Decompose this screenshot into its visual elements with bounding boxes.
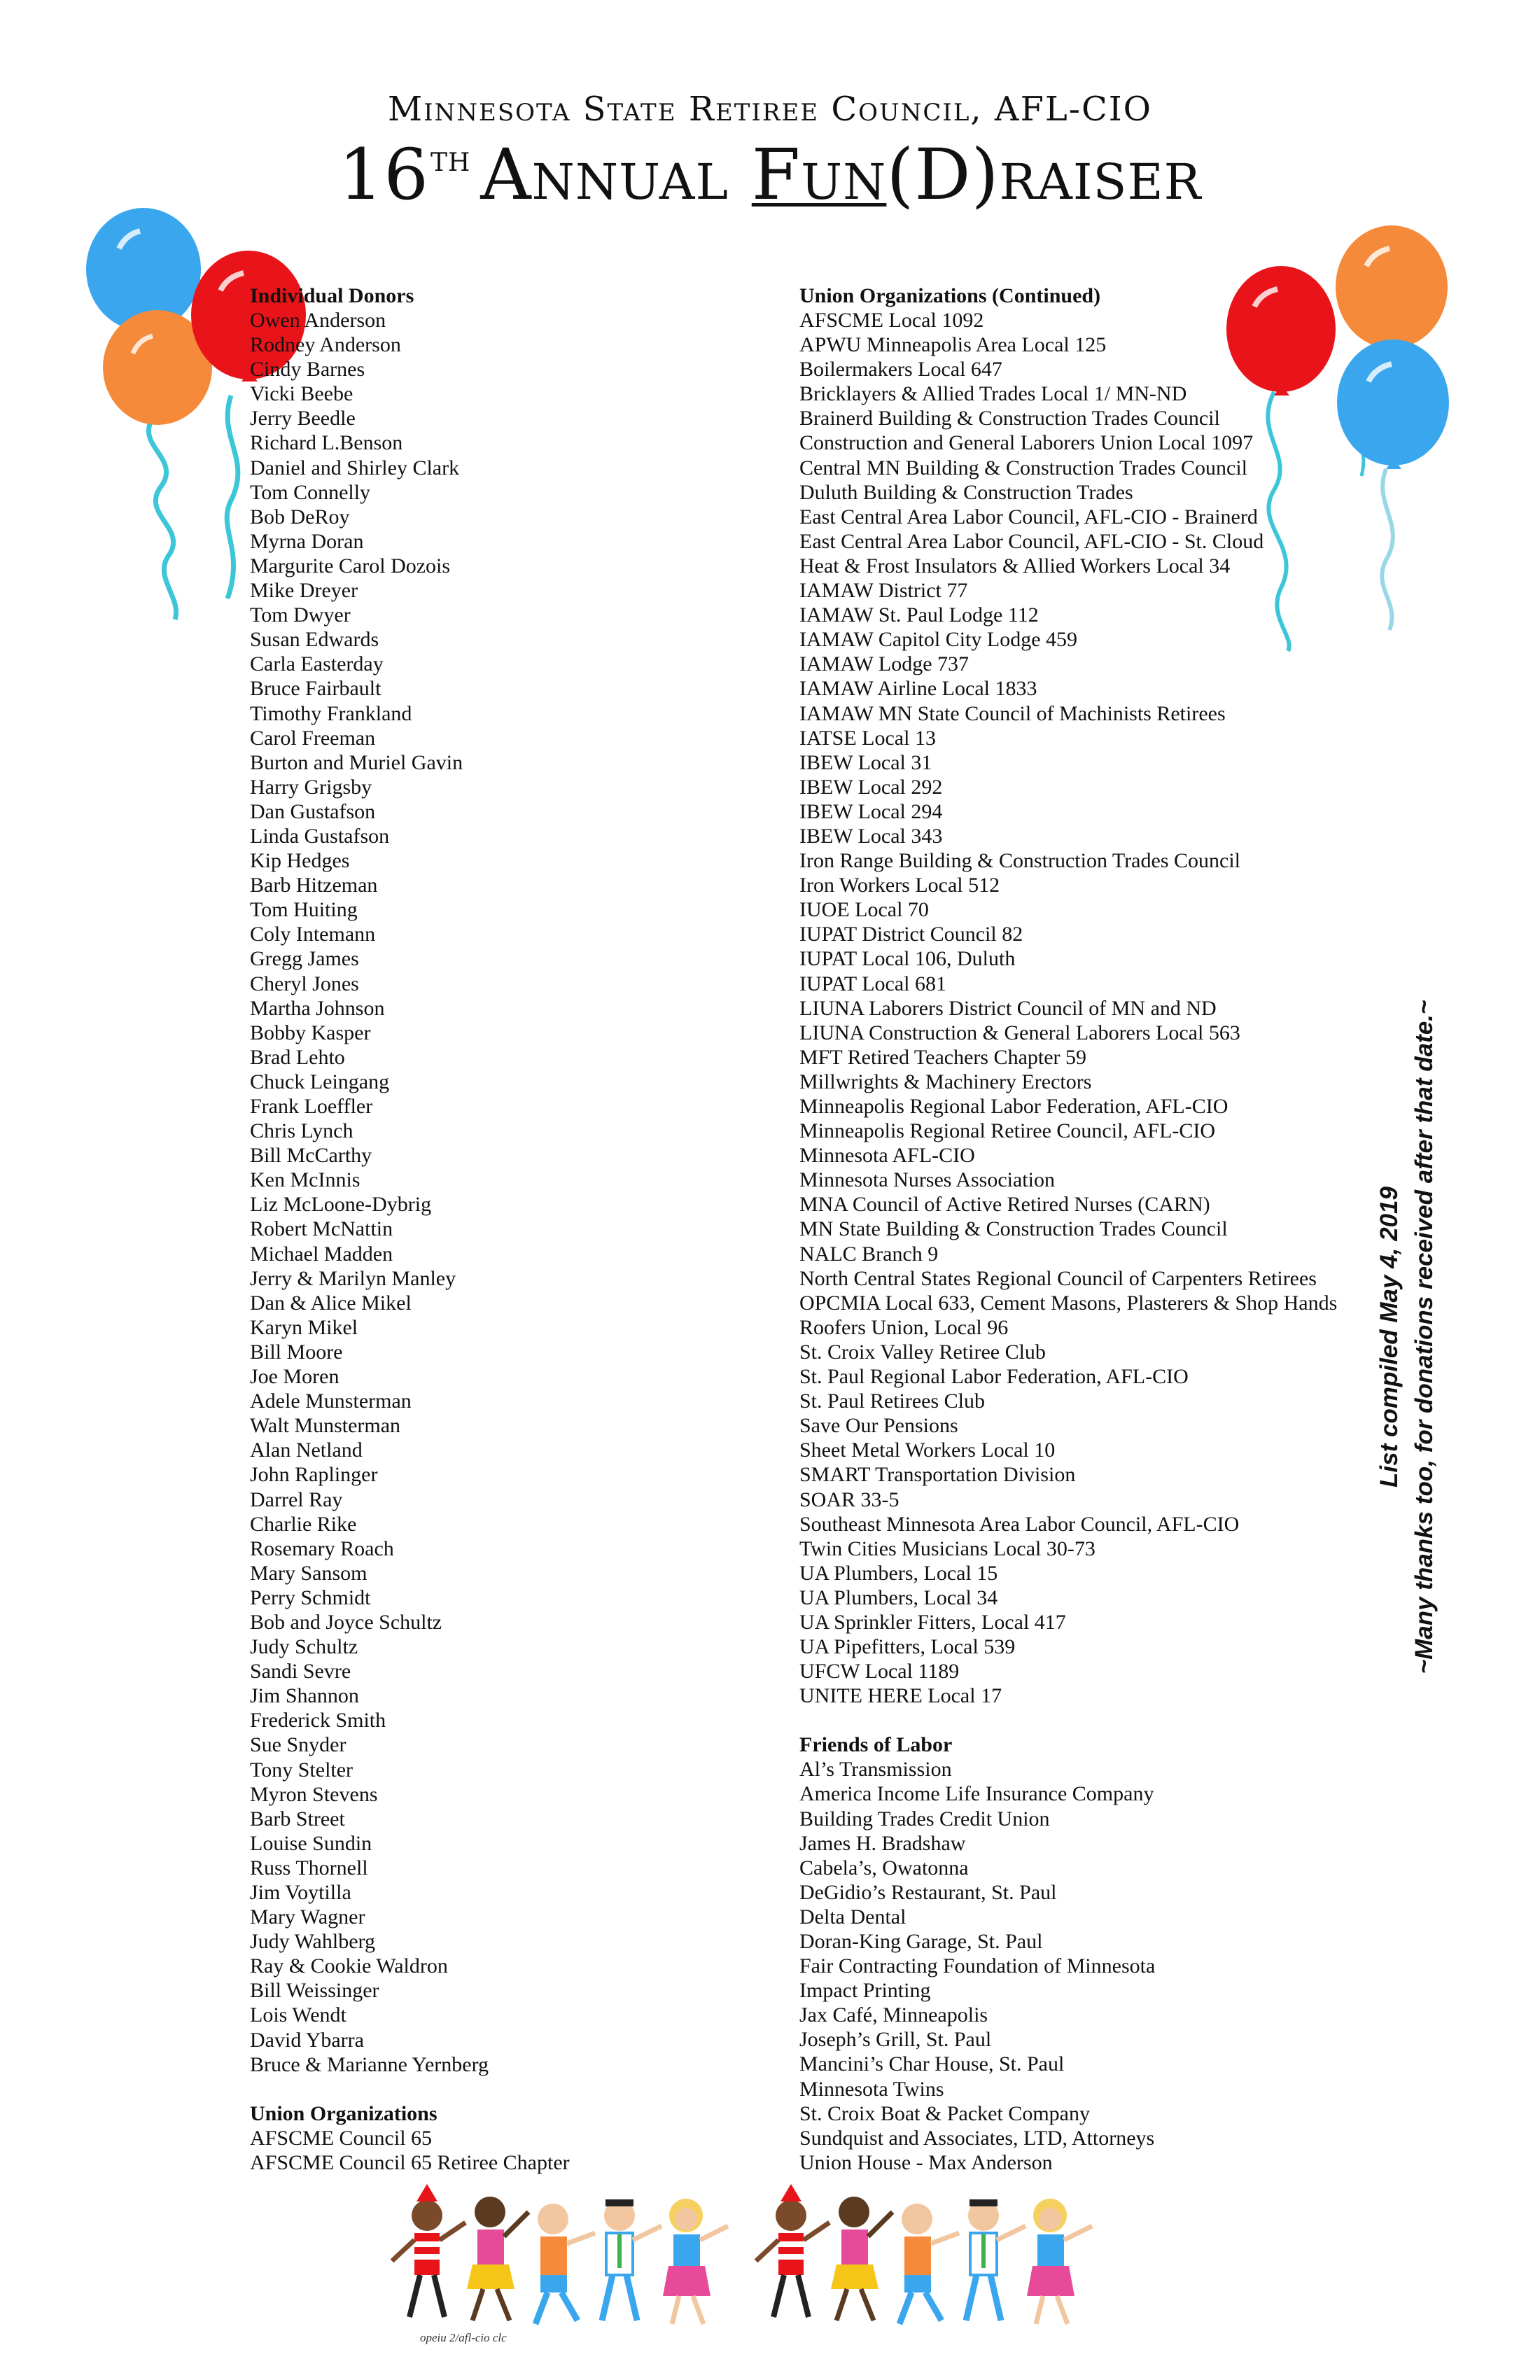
union-organization: Boilermakers Local 647: [799, 358, 1002, 382]
donor-name: Martha Johnson: [250, 996, 385, 1020]
friend-of-labor: Sundquist and Associates, LTD, Attorneys: [799, 2126, 1155, 2150]
donor-name: Alan Netland: [250, 1438, 363, 1462]
donor-name: Karyn Mikel: [250, 1315, 358, 1339]
donor-name: Tom Huiting: [250, 898, 358, 922]
donor-name: Walt Munsterman: [250, 1414, 401, 1438]
union-organization: Minnesota AFL-CIO: [799, 1144, 975, 1168]
union-organization: MNA Council of Active Retired Nurses (CARN): [799, 1193, 1210, 1217]
union-organization: SOAR 33-5: [799, 1488, 899, 1511]
donor-name: Vicki Beebe: [250, 382, 354, 406]
donor-name: Brad Lehto: [250, 1045, 345, 1069]
organization-name: Minnesota State Retiree Council, AFL-CIO: [387, 90, 1153, 129]
union-organization: UA Plumbers, Local 34: [799, 1586, 998, 1609]
friend-of-labor: Minnesota Twins: [799, 2077, 944, 2101]
union-organization: Sheet Metal Workers Local 10: [799, 1438, 1056, 1462]
union-organization: Twin Cities Musicians Local 30-73: [799, 1536, 1096, 1560]
union-organization: Save Our Pensions: [799, 1414, 958, 1438]
union-organization: Southeast Minnesota Area Labor Council, AFL-CIO: [799, 1512, 1240, 1536]
friend-of-labor: Joseph’s Grill, St. Paul: [799, 2028, 992, 2052]
donor-name: Harry Grigsby: [250, 775, 372, 799]
donor-name: John Raplinger: [250, 1463, 378, 1487]
donor-name: Frederick Smith: [250, 1709, 386, 1732]
donor-name: Dan Gustafson: [250, 799, 376, 823]
union-organizations-heading: Union Organizations: [250, 2101, 438, 2125]
individual-donors-heading: Individual Donors: [250, 284, 414, 307]
donor-name: Joe Moren: [250, 1365, 340, 1389]
union-organization: Minnesota Nurses Association: [799, 1168, 1055, 1192]
union-organization: Minneapolis Regional Retiree Council, AFL-CIO: [799, 1119, 1216, 1143]
union-organization: IAMAW Lodge 737: [799, 652, 969, 676]
balloon-string: [148, 416, 176, 620]
union-organization: Iron Range Building & Construction Trades Council: [799, 849, 1240, 873]
union-organization: St. Croix Valley Retiree Club: [799, 1340, 1046, 1364]
union-organization: Brainerd Building & Construction Trades Council: [799, 407, 1220, 430]
union-organization: IAMAW St. Paul Lodge 112: [799, 603, 1039, 627]
union-organization: IUPAT District Council 82: [799, 923, 1023, 946]
union-organization: SMART Transportation Division: [799, 1463, 1076, 1487]
donor-name: Bruce Fairbault: [250, 677, 382, 701]
donor-name: Chris Lynch: [250, 1119, 354, 1143]
event-raiser: (D)raiser: [886, 134, 1202, 216]
union-organization: IAMAW Capitol City Lodge 459: [799, 628, 1078, 652]
donor-name: Cindy Barnes: [250, 358, 365, 382]
orange-balloon-icon: [1336, 225, 1448, 349]
donor-name: Kip Hedges: [250, 849, 350, 873]
donor-name: Sue Snyder: [250, 1733, 346, 1757]
friend-of-labor: America Income Life Insurance Company: [799, 1782, 1154, 1806]
union-organization: MFT Retired Teachers Chapter 59: [799, 1045, 1087, 1069]
union-organization: Central MN Building & Construction Trades Council: [799, 456, 1248, 479]
left-column: [250, 284, 740, 2175]
union-organization: AFSCME Local 1092: [799, 309, 984, 332]
donor-name: Jim Shannon: [250, 1684, 359, 1708]
donor-name: Adele Munsterman: [250, 1390, 412, 1413]
union-organization: Iron Workers Local 512: [799, 874, 1000, 897]
union-organization: East Central Area Labor Council, AFL-CIO - St. Cloud: [799, 529, 1264, 553]
friend-of-labor: Delta Dental: [799, 1905, 906, 1928]
donor-name: Myrna Doran: [250, 529, 364, 553]
donor-name: Coly Intemann: [250, 923, 376, 946]
donor-name: Frank Loeffler: [250, 1095, 373, 1118]
union-organization: UFCW Local 1189: [799, 1660, 960, 1684]
union-organizations-list: [250, 2126, 740, 2175]
dancing-people-illustration: [385, 2184, 1141, 2331]
union-organizations-continued-list: [799, 308, 1338, 1708]
friend-of-labor: Impact Printing: [799, 1979, 931, 2003]
donor-name: Darrel Ray: [250, 1488, 343, 1511]
donor-name: Louise Sundin: [250, 1831, 372, 1855]
union-organization: Roofers Union, Local 96: [799, 1315, 1009, 1339]
donor-name: Burton and Muriel Gavin: [250, 750, 463, 774]
union-organization: St. Paul Retirees Club: [799, 1390, 985, 1413]
friend-of-labor: Building Trades Credit Union: [799, 1807, 1050, 1830]
donor-name: Chuck Leingang: [250, 1070, 390, 1093]
donor-name: Barb Hitzeman: [250, 874, 378, 897]
donor-name: Judy Schultz: [250, 1635, 358, 1659]
donor-name: Jerry & Marilyn Manley: [250, 1266, 456, 1290]
donor-name: Carol Freeman: [250, 726, 376, 750]
donor-name: Susan Edwards: [250, 628, 379, 652]
friend-of-labor: Cabela’s, Owatonna: [799, 1856, 969, 1879]
union-organization: IBEW Local 292: [799, 775, 943, 799]
union-organization: Millwrights & Machinery Erectors: [799, 1070, 1092, 1093]
donor-name: Myron Stevens: [250, 1782, 378, 1806]
friend-of-labor: DeGidio’s Restaurant, St. Paul: [799, 1880, 1057, 1904]
donor-name: Jim Voytilla: [250, 1881, 351, 1904]
donor-name: Bob and Joyce Schultz: [250, 1610, 442, 1634]
donor-name: Rosemary Roach: [250, 1536, 394, 1560]
union-organization: IBEW Local 294: [799, 799, 943, 823]
donor-name: Tom Dwyer: [250, 603, 351, 627]
friend-of-labor: Jax Café, Minneapolis: [799, 2003, 988, 2027]
friend-of-labor: Union House - Max Anderson: [799, 2150, 1053, 2174]
donor-name: Bill McCarthy: [250, 1144, 372, 1168]
union-organization: North Central States Regional Council of Carpenters Retirees: [799, 1266, 1317, 1290]
union-organization: IBEW Local 343: [799, 824, 943, 848]
union-organization: UA Pipefitters, Local 539: [799, 1635, 1016, 1659]
union-organization: MN State Building & Construction Trades Council: [799, 1217, 1228, 1241]
union-printing-credit: opeiu 2/afl-cio clc: [420, 2331, 507, 2344]
donor-name: Linda Gustafson: [250, 824, 390, 848]
donor-name: Tom Connelly: [250, 480, 371, 504]
donor-name: Charlie Rike: [250, 1512, 357, 1536]
donor-name: Cheryl Jones: [250, 972, 359, 995]
blue-balloon-icon: [1337, 340, 1449, 465]
union-organization: St. Paul Regional Labor Federation, AFL-CIO: [799, 1365, 1189, 1389]
union-organization: AFSCME Council 65: [250, 2126, 433, 2150]
donor-name: Timothy Frankland: [250, 701, 412, 725]
donor-name: Bob DeRoy: [250, 505, 350, 528]
union-organization: IATSE Local 13: [799, 726, 936, 750]
side-note-line1: List compiled May 4, 2019: [1376, 1186, 1403, 1488]
donor-name: Lois Wendt: [250, 2003, 346, 2027]
donor-name: Bill Weissinger: [250, 1979, 379, 2003]
union-organization: East Central Area Labor Council, AFL-CIO - Brainerd: [799, 505, 1258, 528]
union-organization: AFSCME Council 65 Retiree Chapter: [250, 2150, 570, 2174]
union-organization: UA Plumbers, Local 15: [799, 1561, 998, 1585]
union-organization: Duluth Building & Construction Trades: [799, 480, 1133, 504]
donor-name: Liz McLoone-Dybrig: [250, 1193, 432, 1217]
friend-of-labor: St. Croix Boat & Packet Company: [799, 2101, 1090, 2125]
union-organization: IAMAW MN State Council of Machinists Retirees: [799, 701, 1226, 725]
friend-of-labor: Fair Contracting Foundation of Minnesota: [799, 1954, 1156, 1978]
friend-of-labor: Al’s Transmission: [799, 1758, 952, 1782]
union-organization: NALC Branch 9: [799, 1242, 939, 1266]
union-organization: Construction and General Laborers Union Local 1097: [799, 431, 1254, 455]
union-organization: LIUNA Laborers District Council of MN and ND: [799, 996, 1217, 1020]
donor-name: Margurite Carol Dozois: [250, 554, 451, 578]
union-organization: LIUNA Construction & General Laborers Local 563: [799, 1021, 1240, 1044]
donor-name: David Ybarra: [250, 2028, 364, 2052]
donor-name: Mary Wagner: [250, 1905, 365, 1929]
union-organization: IBEW Local 31: [799, 750, 932, 774]
donor-name: Dan & Alice Mikel: [250, 1291, 412, 1315]
union-organization: IUOE Local 70: [799, 898, 929, 922]
union-organization: OPCMIA Local 633, Cement Masons, Plasterers & Shop Hands: [799, 1291, 1338, 1315]
donor-name: Robert McNattin: [250, 1217, 393, 1241]
friend-of-labor: James H. Bradshaw: [799, 1831, 966, 1855]
friend-of-labor: Mancini’s Char House, St. Paul: [799, 2052, 1065, 2076]
donor-name: Bobby Kasper: [250, 1021, 371, 1044]
union-organization: UA Sprinkler Fitters, Local 417: [799, 1610, 1066, 1634]
union-organization: IAMAW Airline Local 1833: [799, 677, 1037, 701]
donor-name: Rodney Anderson: [250, 333, 401, 357]
donor-name: Bill Moore: [250, 1340, 343, 1364]
event-number: 16: [338, 134, 429, 216]
side-note-line2: ~Many thanks too, for donations received after that date.~: [1410, 1000, 1438, 1674]
individual-donors-list: [250, 308, 740, 2077]
donor-name: Owen Anderson: [250, 309, 386, 332]
union-organization: IAMAW District 77: [799, 579, 968, 603]
union-organization: IUPAT Local 106, Duluth: [799, 947, 1016, 971]
union-organization: APWU Minneapolis Area Local 125: [799, 333, 1107, 357]
balloon-string: [1382, 469, 1393, 630]
union-organizations-continued-heading: Union Organizations (Continued): [799, 284, 1101, 307]
union-organization: Bricklayers & Allied Trades Local 1/ MN-ND: [799, 382, 1187, 406]
balloon-string: [227, 396, 238, 598]
donor-name: Judy Wahlberg: [250, 1930, 375, 1954]
dancer-group: [392, 2184, 728, 2324]
donor-name: Bruce & Marianne Yernberg: [250, 2052, 489, 2076]
donor-name: Richard L.Benson: [250, 431, 403, 455]
union-organization: UNITE HERE Local 17: [799, 1684, 1002, 1708]
donor-name: Tony Stelter: [250, 1758, 354, 1782]
donor-name: Ray & Cookie Waldron: [250, 1954, 448, 1978]
union-organization: Heat & Frost Insulators & Allied Workers Local 34: [799, 554, 1231, 578]
event-title: [0, 134, 1540, 216]
friends-of-labor-list: [799, 1757, 1338, 2175]
donor-name: Mike Dreyer: [250, 579, 358, 603]
donor-name: Daniel and Shirley Clark: [250, 456, 460, 479]
donor-name: Barb Street: [250, 1807, 345, 1830]
donor-name: Michael Madden: [250, 1242, 393, 1266]
friends-of-labor-heading: Friends of Labor: [799, 1733, 953, 1757]
donor-name: Russ Thornell: [250, 1856, 368, 1879]
donor-name: Jerry Beedle: [250, 407, 356, 430]
donor-name: Mary Sansom: [250, 1561, 368, 1585]
union-organization: IUPAT Local 681: [799, 972, 946, 995]
donor-name: Ken McInnis: [250, 1168, 360, 1192]
event-ordinal: th: [430, 138, 471, 180]
union-organization: Minneapolis Regional Labor Federation, AFL-CIO: [799, 1095, 1228, 1118]
donor-name: Perry Schmidt: [250, 1586, 371, 1609]
event-fun: Fun: [751, 134, 887, 216]
donor-name: Gregg James: [250, 947, 359, 971]
friend-of-labor: Doran-King Garage, St. Paul: [799, 1930, 1043, 1953]
right-column: [799, 284, 1338, 2175]
donor-name: Carla Easterday: [250, 652, 384, 676]
side-note: [1372, 987, 1456, 1687]
event-annual: Annual: [480, 134, 752, 216]
donor-name: Sandi Sevre: [250, 1660, 351, 1684]
